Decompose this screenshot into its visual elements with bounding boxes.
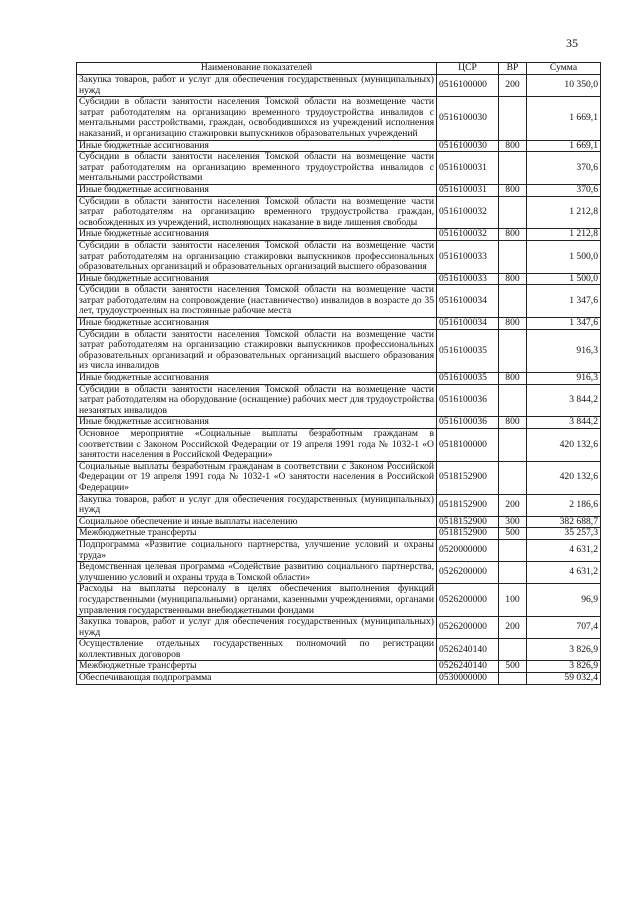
cell-vr: 800 [499,373,527,385]
cell-csr: 0516100030 [437,97,499,140]
table-row [77,273,601,285]
cell-vr: 800 [499,417,527,429]
cell-sum: 3 826,9 [527,661,601,673]
cell-vr [499,285,527,318]
cell-name: Обеспечивающая подпрограмма [77,673,437,685]
table-row [77,140,601,152]
cell-sum: 1 669,1 [527,97,601,140]
cell-name: Субсидии в области занятости населения Томской области на возмещение части затрат работодателям на организацию стажировки выпускников профессиональных образовательных организаций и образовательных организаций высшего образования [77,240,437,273]
cell-csr: 0516100031 [437,184,499,196]
cell-sum: 420 132,6 [527,429,601,462]
cell-sum: 35 257,3 [527,528,601,540]
table-row [77,152,601,185]
cell-csr: 0518152900 [437,494,499,516]
cell-sum: 3 826,9 [527,639,601,661]
cell-csr: 0516100030 [437,140,499,152]
table-row [77,673,601,685]
cell-name: Субсидии в области занятости населения Томской области на возмещение части затрат работодателям на оборудование (оснащение) рабочих мест для трудоустройства незанятых инвалидов [77,384,437,417]
cell-name: Иные бюджетные ассигнования [77,373,437,385]
table-header [77,63,601,75]
cell-csr: 0518100000 [437,429,499,462]
cell-name: Закупка товаров, работ и услуг для обеспечения государственных (муниципальных) нужд [77,75,437,97]
table-row [77,639,601,661]
table-row [77,661,601,673]
table-row [77,240,601,273]
cell-vr: 800 [499,318,527,330]
cell-vr: 800 [499,273,527,285]
header-row [77,63,601,75]
table-row [77,318,601,330]
cell-sum: 1 347,6 [527,318,601,330]
table-row [77,617,601,639]
cell-sum: 370,6 [527,152,601,185]
cell-name: Иные бюджетные ассигнования [77,318,437,330]
table-row [77,184,601,196]
cell-csr: 0526200000 [437,562,499,584]
cell-csr: 0516100000 [437,75,499,97]
table-row [77,384,601,417]
cell-csr: 0526200000 [437,617,499,639]
cell-name: Осуществление отдельных государственных полномочий по регистрации коллективных договоров [77,639,437,661]
cell-name: Ведомственная целевая программа «Содействие развитию социального партнерства, улучшению условий и охраны труда в Томской области» [77,562,437,584]
cell-name: Субсидии в области занятости населения Томской области на возмещение части затрат работодателям на организацию временного трудоустройства инвалидов с ментальными расстройствами, граждан, освободившихся из учреждений исполнения наказаний, и организацию стажировки выпускников образовательных учреждений [77,97,437,140]
cell-vr: 500 [499,661,527,673]
cell-vr [499,639,527,661]
table-row [77,584,601,617]
cell-sum: 4 631,2 [527,539,601,561]
table-row [77,75,601,97]
cell-vr: 800 [499,140,527,152]
cell-csr: 0516100036 [437,384,499,417]
cell-sum: 2 186,6 [527,494,601,516]
cell-sum: 370,6 [527,184,601,196]
cell-csr: 0518152900 [437,461,499,494]
cell-sum: 1 500,0 [527,273,601,285]
cell-sum: 916,3 [527,329,601,372]
cell-vr [499,329,527,372]
cell-csr: 0516100035 [437,329,499,372]
page-number: 35 [566,36,578,50]
cell-vr [499,97,527,140]
cell-name: Закупка товаров, работ и услуг для обеспечения государственных (муниципальных) нужд [77,617,437,639]
table-row [77,528,601,540]
cell-csr: 0516100032 [437,196,499,229]
cell-vr: 100 [499,584,527,617]
table-body [77,75,601,685]
header-sum: Сумма [527,63,601,75]
cell-name: Субсидии в области занятости населения Томской области на возмещение части затрат работодателям на организацию временного трудоустройства граждан, освобожденных из учреждений, исполняющих наказание в виде лишения свободы [77,196,437,229]
cell-sum: 420 132,6 [527,461,601,494]
cell-csr: 0516100032 [437,229,499,241]
cell-name: Межбюджетные трансферты [77,528,437,540]
header-name: Наименование показателей [77,63,437,75]
cell-sum: 916,3 [527,373,601,385]
cell-name: Иные бюджетные ассигнования [77,140,437,152]
cell-csr: 0518152900 [437,528,499,540]
cell-name: Закупка товаров, работ и услуг для обеспечения государственных (муниципальных) нужд [77,494,437,516]
cell-name: Иные бюджетные ассигнования [77,229,437,241]
table-row [77,494,601,516]
cell-csr: 0518152900 [437,516,499,528]
cell-name: Субсидии в области занятости населения Томской области на возмещение части затрат работодателям на организацию временного трудоустройства инвалидов с ментальными расстройствами [77,152,437,185]
cell-sum: 1 669,1 [527,140,601,152]
table-row [77,229,601,241]
cell-vr [499,196,527,229]
cell-csr: 0516100033 [437,240,499,273]
cell-name: Субсидии в области занятости населения Томской области на возмещение части затрат работодателям на сопровождение (наставничество) инвалидов в возрасте до 35 лет, трудоустроенных на постоянные рабочие места [77,285,437,318]
cell-csr: 0526240140 [437,639,499,661]
cell-csr: 0516100031 [437,152,499,185]
cell-csr: 0526240140 [437,661,499,673]
cell-sum: 707,4 [527,617,601,639]
cell-vr: 200 [499,617,527,639]
cell-vr [499,673,527,685]
table-row [77,562,601,584]
cell-name: Иные бюджетные ассигнования [77,273,437,285]
table-row [77,461,601,494]
cell-sum: 1 347,6 [527,285,601,318]
table-row [77,417,601,429]
table-row [77,539,601,561]
table-row [77,373,601,385]
cell-name: Межбюджетные трансферты [77,661,437,673]
cell-csr: 0516100036 [437,417,499,429]
cell-csr: 0530000000 [437,673,499,685]
cell-vr [499,384,527,417]
header-vr: ВР [499,63,527,75]
cell-sum: 96,9 [527,584,601,617]
cell-vr [499,240,527,273]
cell-sum: 1 500,0 [527,240,601,273]
cell-sum: 10 350,0 [527,75,601,97]
cell-vr [499,562,527,584]
cell-sum: 3 844,2 [527,384,601,417]
cell-vr: 200 [499,75,527,97]
cell-name: Социальные выплаты безработным гражданам в соответствии с Законом Российской Федерации от 19 апреля 1991 года № 1032-1 «О занятости населения в Российской Федерации» [77,461,437,494]
cell-sum: 3 844,2 [527,417,601,429]
cell-csr: 0516100033 [437,273,499,285]
cell-name: Подпрограмма «Развитие социального партнерства, улучшение условий и охраны труда» [77,539,437,561]
cell-csr: 0516100034 [437,318,499,330]
cell-name: Субсидии в области занятости населения Томской области на возмещение части затрат работодателям на организацию стажировки выпускников профессиональных образовательных организаций и образовательных организаций высшего образования из числа инвалидов [77,329,437,372]
cell-vr [499,152,527,185]
cell-csr: 0516100035 [437,373,499,385]
table-row [77,429,601,462]
table-row [77,285,601,318]
table-row [77,516,601,528]
cell-name: Социальное обеспечение и иные выплаты населению [77,516,437,528]
table-row [77,329,601,372]
cell-sum: 1 212,8 [527,229,601,241]
cell-sum: 1 212,8 [527,196,601,229]
cell-vr: 800 [499,229,527,241]
cell-vr: 300 [499,516,527,528]
cell-csr: 0520000000 [437,539,499,561]
cell-vr: 800 [499,184,527,196]
cell-sum: 382 688,7 [527,516,601,528]
cell-sum: 59 032,4 [527,673,601,685]
cell-name: Иные бюджетные ассигнования [77,184,437,196]
cell-vr [499,461,527,494]
header-csr: ЦСР [437,63,499,75]
budget-table [76,62,601,685]
cell-vr [499,539,527,561]
cell-csr: 0526200000 [437,584,499,617]
cell-vr: 200 [499,494,527,516]
table-row [77,97,601,140]
cell-csr: 0516100034 [437,285,499,318]
cell-name: Иные бюджетные ассигнования [77,417,437,429]
cell-vr: 500 [499,528,527,540]
cell-sum: 4 631,2 [527,562,601,584]
table-row [77,196,601,229]
cell-name: Основное мероприятие «Социальные выплаты безработным гражданам в соответствии с Законом Российской Федерации от 19 апреля 1991 года № 1032-1 «О занятости населения в Российской Федерации» [77,429,437,462]
cell-vr [499,429,527,462]
cell-name: Расходы на выплаты персоналу в целях обеспечения выполнения функций государственными (муниципальными) органами, казенными учреждениями, органами управления государственными внебюджетными фондами [77,584,437,617]
